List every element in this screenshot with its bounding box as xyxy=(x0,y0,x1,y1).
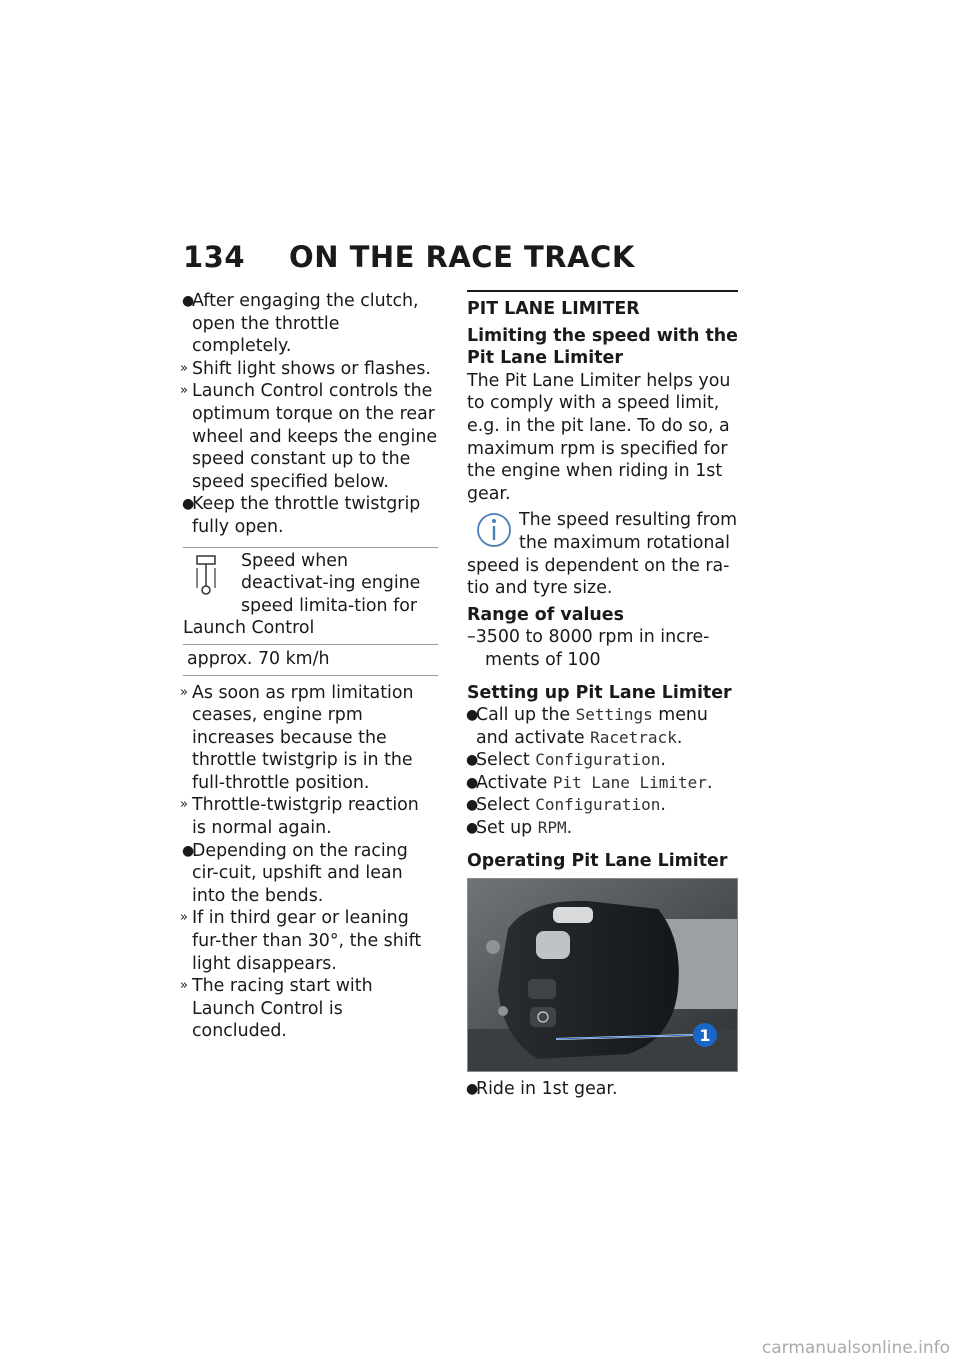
list-item: ● Call up the Settings menu and activate Racetrack. xyxy=(466,705,708,748)
result-item xyxy=(180,794,438,839)
item-text: Throttle-twistgrip reaction is normal again. xyxy=(192,795,419,839)
spec-value: approx. 70 km/h xyxy=(183,644,438,675)
setup-steps xyxy=(467,704,738,840)
info-note xyxy=(467,509,738,599)
operating-title: Operating Pit Lane Limiter xyxy=(467,850,728,871)
action-item xyxy=(183,493,438,538)
list-item: ● Ride in 1st gear. xyxy=(466,1079,618,1100)
item-text: Launch Control controls the optimum torque on the rear wheel and keeps the engine speed constant up to the speed specified below. xyxy=(192,381,438,492)
steps-list-b xyxy=(180,682,438,1044)
result-marker: » xyxy=(180,360,188,376)
result-marker: » xyxy=(180,684,188,700)
action-item xyxy=(183,840,438,908)
right-column xyxy=(467,290,738,1101)
list-item: ● Activate Pit Lane Limiter. xyxy=(466,772,713,793)
bullet-marker: ● xyxy=(182,496,195,513)
subsection-title: Limiting the speed with the Pit Lane Limiter xyxy=(467,325,738,369)
range-value: –3500 to 8000 rpm in incre-ments of 100 xyxy=(467,627,710,670)
page-title: ON THE RACE TRACK xyxy=(289,240,635,274)
section-title: PIT LANE LIMITER xyxy=(467,290,738,321)
range-title: Range of values xyxy=(467,604,624,625)
list-item: ● Select Configuration. xyxy=(466,795,666,816)
speed-limit-icon xyxy=(193,552,233,596)
page-number: 134 xyxy=(183,240,246,274)
info-icon xyxy=(475,511,513,549)
spec-label: Speed when deactivat-ing engine speed limita-tion for Launch Control xyxy=(183,550,421,639)
note-text: The speed resulting from the maximum rotational speed is dependent on the ra-tio and tyre size. xyxy=(467,510,738,599)
bullet-marker: ● xyxy=(182,842,195,859)
item-text: Depending on the racing cir-cuit, upshift and lean into the bends. xyxy=(192,840,408,906)
steps-list-a xyxy=(180,290,438,539)
action-item xyxy=(183,290,438,358)
result-marker: » xyxy=(180,978,188,994)
setup-title: Setting up Pit Lane Limiter xyxy=(467,682,732,703)
spec-box xyxy=(183,547,438,676)
item-text: Keep the throttle twistgrip fully open. xyxy=(192,494,421,537)
callout-number: 1 xyxy=(699,1026,711,1046)
left-column xyxy=(180,290,438,1043)
result-marker: » xyxy=(180,383,188,399)
result-item xyxy=(180,907,438,975)
item-text: If in third gear or leaning fur-ther than 30°, the shift light disappears. xyxy=(192,908,422,974)
result-marker: » xyxy=(180,797,188,813)
item-text: As soon as rpm limitation ceases, engine rpm increases because the throttle twistgrip is in the full-throttle position. xyxy=(192,682,414,793)
item-text: After engaging the clutch, open the throttle completely. xyxy=(192,291,419,357)
item-text: Shift light shows or flashes. xyxy=(192,358,431,379)
intro-paragraph: The Pit Lane Limiter helps you to comply with a speed limit, e.g. in the pit lane. To do so, a maximum rpm is specified for the engine when riding in 1st gear. xyxy=(467,370,731,504)
bullet-marker: ● xyxy=(182,293,195,309)
result-item xyxy=(180,682,438,795)
result-item xyxy=(180,975,438,1043)
list-item: ● Select Configuration. xyxy=(466,750,666,771)
result-item xyxy=(180,358,438,381)
result-marker: » xyxy=(180,910,188,926)
result-item xyxy=(180,380,438,493)
list-item: ● Set up RPM. xyxy=(466,818,573,839)
watermark: carmanualsonline.info xyxy=(761,1338,950,1358)
item-text: The racing start with Launch Control is concluded. xyxy=(192,976,373,1042)
page-header xyxy=(183,240,635,274)
handlebar-switch-photo xyxy=(467,878,738,1072)
